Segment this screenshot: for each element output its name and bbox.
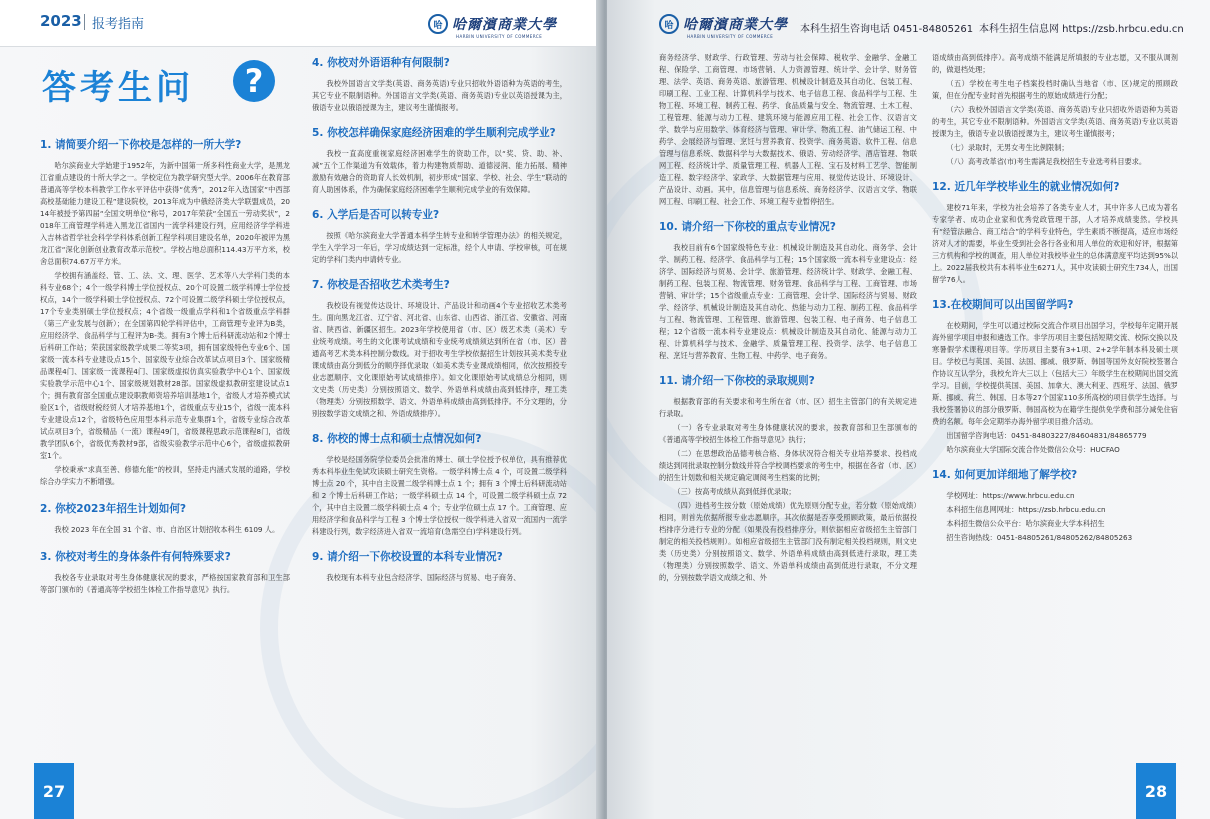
left-column-1	[40, 134, 290, 598]
university-seal-icon: 哈	[659, 14, 679, 34]
answer-paragraph: 学校拥有涵盖经、管、工、法、文、理、医学、艺术等八大学科门类的本科专业68个；4个一级学科博士学位授权点、20个可设置二级学科博士学位授权点，14个一级学科硕士学位授权点、72个可设置二级学科硕士学位授权点，17个专业类别硕士学位授权点；4个省级一级重点学科和1个省级重点学科群（第三产业发展与创新）；在全国第四轮学科评估中，工商管理专业评为B类，应用经济学、食品科学与工程评为B-类。拥有3个博士后科研流动站和2个博士后科研工作站；荣获国家级教学成果二等奖3项，拥有国家级特色专业6个、国家级一流本科专业建设点15个、国家级专业综合改革试点项目3个、国家级精品课程4门、国家级一流课程4门、国家级虚拟仿真实验教学中心1个、国家级实验教学示范中心1个、国家级规划教材28部。国家级虚拟教研室建设试点1个；拥有教育部全国重点建设职教师资培养培训基地1个，省级人才培养模式试验区1个，省级财税经贸人才培养基地1个，省级重点专业15个，省级一流本科专业建设点12个，省级特色应用型本科示范专业集群1个，省级专业综合改革试点项目3个，省级精品（一流）课程49门，省级课程思政示范课程8门，省级教学团队6个，省级优秀教材9部，省级实验教学示范中心6个，省级虚拟教研室1个。	[40, 271, 290, 460]
answer-paragraph: 我校 2023 年在全国 31 个省、市、自治区计划招收本科生 6109 人。	[54, 525, 280, 534]
answer-paragraph: 根据教育部的有关要求和考生所在省（市、区）招生主管部门的有关规定进行录取。	[659, 397, 917, 418]
answer-paragraph: 按照《哈尔滨商业大学普通本科学生转专业和转学管理办法》的相关规定，学生入学学习一年后，学习成绩达到一定标准，经个人申请、学校审核，可在规定的学科门类内申请转专业。	[312, 231, 567, 264]
answer-paragraph: 我校各专业录取对考生身体健康状况的要求，严格按国家教育部和卫生部等部门颁布的《普通高等学校招生体检工作指导意见》执行。	[40, 573, 290, 594]
header-divider	[84, 14, 85, 30]
question-heading: 6. 入学后是否可以转专业?	[312, 209, 440, 221]
question-heading: 13.在校期间可以出国留学吗?	[932, 299, 1074, 311]
answer-paragraph: （七）录取时，无男女考生比例限制；	[946, 143, 1069, 152]
question-heading: 8. 你校的博士点和硕士点情况如何?	[312, 433, 482, 445]
university-name: 哈爾濱商業大學	[452, 17, 557, 33]
answer-paragraph: （六）我校外国语言文学类(英语、商务英语)专业只招收外语语种为英语的考生，其它专业不限制语种。外国语言文学类(英语、商务英语)专业以英语授课为主，俄语专业以俄语授课为主，建议考生谨慎报考；	[932, 105, 1178, 138]
contact-line: 招生咨询热线：0451-84805261/84805262/84805263	[946, 533, 1133, 542]
answer-paragraph: 我校现有本科专业包含经济学、国际经济与贸易、电子商务、	[326, 573, 521, 582]
contact-line: 本科招生微信公众平台：哈尔滨商业大学本科招生	[946, 519, 1105, 528]
question-heading: 1. 请简要介绍一下你校是怎样的一所大学?	[40, 139, 242, 151]
question-heading: 4. 你校对外语语种有何限制?	[312, 57, 450, 69]
answer-paragraph: 语成绩由高到低排序）。高考成绩不能满足所填报的专业志愿，又不服从调剂的，做退档处理；	[932, 53, 1178, 74]
admission-website: 本科生招生信息网 https://zsb.hrbcu.edu.cn	[979, 24, 1184, 35]
answer-paragraph: 我校目前有6个国家级特色专业：机械设计制造及其自动化、商务学、会计学、制药工程、经济学、食品科学与工程；15个国家级一流本科专业建设点：经济学、国际经济与贸易、会计学、旅游管理、经济统计学、财政学、金融工程、制药工程、包装工程、物流管理、财务管理、食品科学与工程、工商管理、市场营销、审计学；15个省级重点专业：工商管理、会计学、国际经济与贸易、财政学、经济学、机械设计制造及其自动化、热能与动力工程、制药工程、食品科学与工程、物流管理、工程管理、旅游管理、包装工程、电子商务、电子信息工程；12个省级一流本科专业建设点：机械设计制造及其自动化、能源与动力工程、计算机科学与技术、金融学、质量管理工程、投资学、法学、电子信息工程、烹饪与营养教育、生物工程、中药学、电子商务。	[659, 243, 917, 360]
answer-paragraph: 商务经济学、财政学、行政管理、劳动与社会保障、税收学、金融学、金融工程、保险学、工商管理、市场营销、人力资源管理、统计学、会计学、财务管理、法学、英语、商务英语、旅游管理、机械设计制造及其自动化、包装工程、印刷工程、工业工程、计算机科学与技术、电子信息工程、食品科学与工程、生物工程、环境工程、制药工程、药学、食品质量与安全、物流管理、土木工程、工程管理、能源与动力工程、建筑环境与能源应用工程、社会工作、汉语言文学、数学与应用数学、体育经济与管理、审计学、物流工程、油气储运工程、中药学、会展经济与管理、烹饪与营养教育、投资学、商务英语、软件工程、信息管理与信息系统、数据科学与大数据技术、俄语、劳动经济学、酒店管理、物联网工程、经济统计学、质量管理工程、机器人工程、宝石及材料工艺学、智能制造工程、数字经济学、家政学、大数据管理与应用、视觉传达设计、环境设计、产品设计、动画。其中，信息管理与信息系统、商务经济学、汉语言文学、物联网工程、印刷工程、社会工作、环境工程专业暂停招生。	[659, 53, 917, 206]
answer-paragraph: （三）按高考成绩从高到低择优录取；	[673, 487, 796, 496]
answer-paragraph: 学校秉承“求真至善、修德允能”的校训，坚持走内涵式发展的道路，学校综合办学实力不断增强。	[40, 465, 290, 486]
admission-phone: 本科生招生咨询电话 0451-84805261	[800, 24, 974, 35]
question-mark-icon: ?	[233, 60, 275, 102]
university-logo	[659, 14, 788, 34]
question-heading: 5. 你校怎样确保家庭经济困难的学生顺利完成学业?	[312, 127, 556, 139]
question-heading: 11. 请介绍一下你校的录取规则?	[659, 375, 815, 387]
answer-paragraph: 我校外国语言文学类(英语、商务英语)专业只招收外语语种为英语的考生，其它专业不限制语种。外国语言文学类(英语、商务英语)专业以英语授课为主，俄语专业以俄语授课为主，建议考生谨慎报考。	[312, 79, 567, 112]
right-column-1	[659, 52, 917, 586]
answer-paragraph: （八）高考改革省(市)考生需满足我校招生专业选考科目要求。	[946, 157, 1147, 166]
question-heading: 14. 如何更加详细地了解学校?	[932, 469, 1078, 481]
question-heading: 12. 近几年学校毕业生的就业情况如何?	[932, 181, 1120, 193]
university-seal-icon: 哈	[428, 14, 448, 34]
header-section: 报考指南	[92, 17, 145, 32]
page-number-left: 27	[34, 763, 74, 819]
question-heading: 7. 你校是否招收艺术类考生?	[312, 279, 450, 291]
university-name-en: HARBIN UNIVERSITY OF COMMERCE	[456, 34, 543, 39]
contact-line: 出国留学咨询电话：0451-84803227/84604831/84865779	[946, 431, 1147, 440]
question-heading: 2. 你校2023年招生计划如何?	[40, 503, 187, 515]
answer-paragraph: （五）学校在考生电子档案投档时确认当地省（市、区)规定的照顾政策，但在分配专业时首先根据考生的原始成绩进行分配；	[932, 79, 1178, 100]
page-title: 答考生问	[42, 68, 194, 108]
university-logo	[428, 14, 557, 34]
contact-line: 学校网址：https://www.hrbcu.edu.cn	[946, 491, 1075, 500]
question-heading: 3. 你校对考生的身体条件有何特殊要求?	[40, 551, 231, 563]
question-heading: 9. 请介绍一下你校设置的本科专业情况?	[312, 551, 503, 563]
answer-paragraph: 在校期间，学生可以通过校际交流合作项目出国学习，学校每年定期开展海外留学项目申报和遴选工作。非学历项目主要包括短期交流、校际交换以及寒暑假学术课程项目等。学历项目主要有3+1项、2+2学年制本科及硕士项目。学校已与英国、美国、法国、挪威、俄罗斯、韩国等国外友好院校签署合作协议互认学分，我校允许大三以上（包括大三）年级学生在校期间出国交流学习。目前，学校提供英国、美国、加拿大、澳大利亚、西班牙、法国、俄罗斯、挪威、荷兰、韩国、日本等27个国家110多所高校的项目供学生选择。与我校签署协议的部分俄罗斯、韩国高校为在籍学生提供免学费和部分减免住宿费的名额。每年会定期举办海外留学项目推介活动。	[932, 321, 1178, 426]
left-page	[0, 0, 603, 819]
left-header-bar	[0, 0, 603, 47]
question-heading: 10. 请介绍一下你校的重点专业情况?	[659, 221, 836, 233]
contact-line: 本科招生信息网网址：https://zsb.hrbcu.edu.cn	[946, 505, 1106, 514]
university-name: 哈爾濱商業大學	[683, 17, 788, 33]
answer-paragraph: 建校71年来，学校为社会培养了各类专业人才，其中许多人已成为著名专家学者、成功企业家和优秀党政管理干部，人才培养成绩斐然。学校具有“经管法融合、商工结合”的学科专业特色，学生素质不断提高，适应市场经济对人才的需要，毕业生受到社会各行各业和用人单位的欢迎和好评，根据第三方机构和学校的调查，用人单位对我校毕业生的总体满意度平均达到95%以上。2022届我校共有本科毕业生6271人，其中攻读硕士研究生734人，出国留学76人。	[932, 203, 1178, 284]
right-column-2	[932, 52, 1178, 546]
answer-paragraph: 我校一直高度重视家庭经济困难学生的资助工作，以“奖、贷、助、补、减”五个工作渠道为有效载体，着力构建物质帮助、道德浸润、能力拓展、精神激励有效融合的资助育人长效机制，初步形成“国家、学校、社会、学生”联动的育人助困体系，作为确保家庭经济困难学生顺利完成学业的有效保障。	[312, 149, 567, 194]
contact-line: 哈尔滨商业大学国际交流合作处微信公众号：HUCFAO	[946, 445, 1120, 454]
answer-paragraph: 我校设有视觉传达设计、环境设计、产品设计和动画4个专业招收艺术类考生。面向黑龙江省、辽宁省、河北省、山东省、山西省、浙江省、安徽省、河南省、陕西省、新疆区招生。2023年学校使用省（市、区）级艺术类（美术）专业统考成绩。考生的文化课考试成绩和专业统考成绩须达到所在省（市、区）普通高考艺术类本科控制分数线。对于招收考生学校依据招生计划按其美术类专业课成绩由高分到低分的顺序择优录取（如美术类专业课成绩相同，依次按照投专业志愿顺序、文化课原始考试成绩排序）。如文化课原始考试成绩总分相同，则文史类（历史类）分别按照语文、数学、外语单科成绩由高到低排序，理工类（物理类）分别按照数学、语文、外语单科成绩由高到低排序。不分文理的，分别按数学语文成绩之和、外语成绩排序）。	[312, 301, 567, 418]
left-column-2	[312, 52, 567, 586]
header-year: 2023	[40, 12, 82, 30]
answer-paragraph: 学校是经国务院学位委员会批准的博士、硕士学位授予权单位，具有推荐优秀本科毕业生免试攻读硕士研究生资格。一级学科博士点 4 个，可设置二级学科博士点 20 个，其中自主设置二级学科博士点 1 个；拥有 3 个博士后科研流动站和 2 个博士后科研工作站；一级学科硕士点 14 个，可设置二级学科硕士点 72 个，其中自主设置二级学科硕士点 4 个；专业学位硕士点 17 个。工商管理、应用经济学和食品科学与工程 3 个博士学位授权一级学科进入省双一流国内一流学科建设行列，数字经济进入省双一流培育(急需空白)学科建设行列。	[312, 455, 567, 536]
page-number-right: 28	[1136, 763, 1176, 819]
right-header-bar	[607, 0, 1210, 46]
right-page	[607, 0, 1210, 819]
university-name-en: HARBIN UNIVERSITY OF COMMERCE	[687, 34, 774, 39]
answer-paragraph: （一）各专业录取对考生身体健康状况的要求，按教育部和卫生部颁布的《普通高等学校招生体检工作指导意见》执行；	[659, 423, 917, 444]
answer-paragraph: （四）进档考生按分数（原始成绩）优先原则分配专业，若分数（原始成绩）相同，则首先依据所报专业志愿顺序，其次依据是否享受照顾政策，最后依据投档排序分进行专业的分配（如果没有投档排序分，则依据相应省级招生主管部门制定的相关投档规则）。如相应省级招生主管部门没有制定相关投档规则，则文史类（历史类）分别按照语文、数学、外语单科成绩由高到低进行录取，理工类（物理类）分别按照数学、语文、外语单科成绩由高到低进行录取，不分文理的，分别按数学语文成绩之和、外	[659, 501, 917, 582]
answer-paragraph: 哈尔滨商业大学始建于1952年，为新中国第一所多科性商业大学，是黑龙江省重点建设的十所大学之一。学校定位为教学研究型大学。2006年在教育部普通高等学校本科教学工作水平评估中获得“优秀”，2012年入选国家“中西部高校基础能力建设工程”建设院校，2013年成为中俄经济类大学联盟成员，2014年被授予第四届“全国文明单位”称号，2017年荣获“全国五一劳动奖状”，2018年工商管理学科进入黑龙江省国内一流学科建设行列，应用经济学学科进入吉林省哲学社会科学学科体系创新工程学科项目建设名单，2020年被评为黑龙江省“深化创新创业教育改革示范校”。学校占地总面积114.43万平方米，校舍总面积74.67万平方米。	[40, 161, 290, 266]
answer-paragraph: （二）在思想政治品德考核合格、身体状况符合相关专业培养要求、投档成绩达到同批录取控制分数线并符合学校调档要求的考生中，根据在各省（市、区）的招生计划数和相关规定确定调阅考生档案的比例；	[659, 449, 917, 482]
